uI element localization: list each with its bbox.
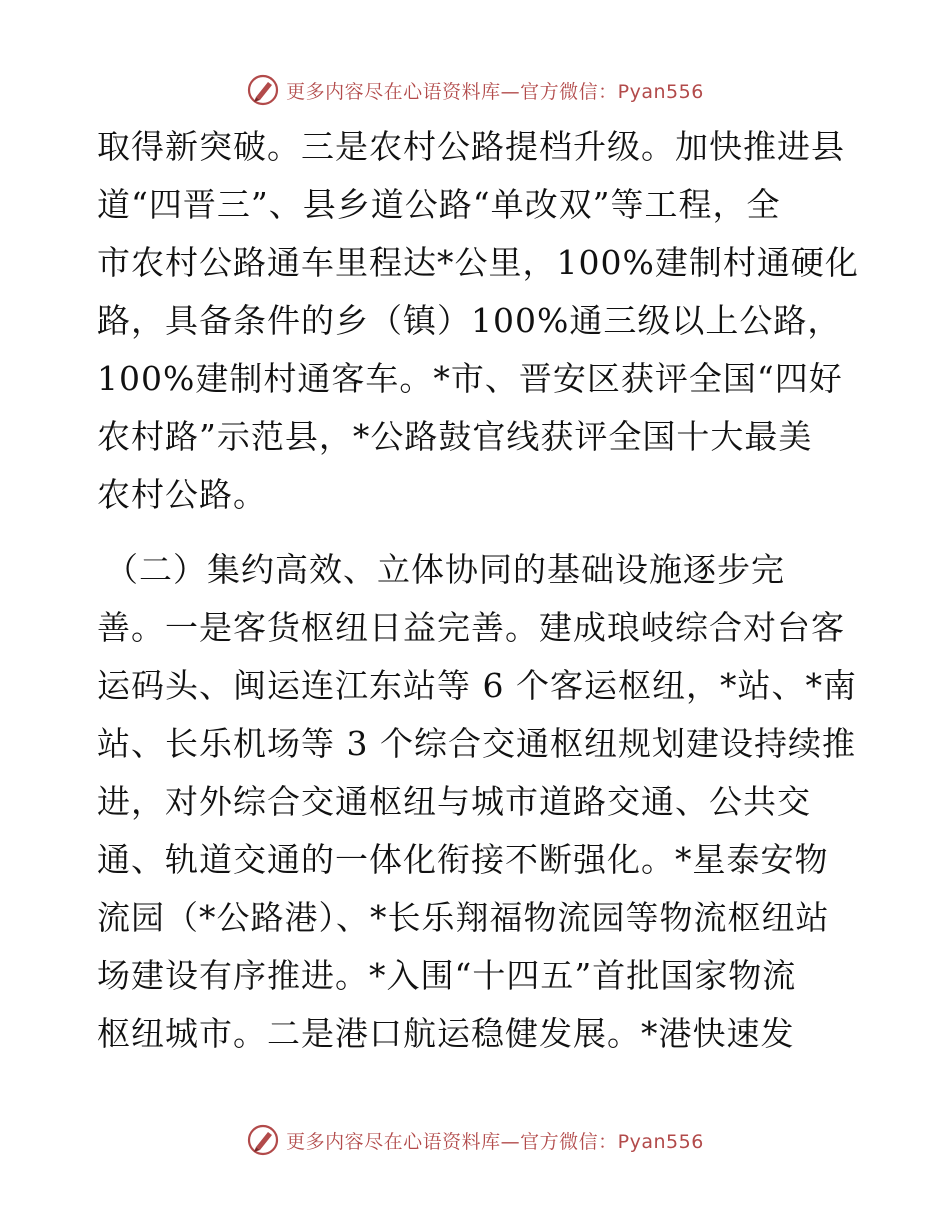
- text-line: 运码头、闽运连江东站等 6 个客运枢纽，*站、*南: [97, 666, 857, 705]
- pen-logo-icon: [246, 1123, 280, 1157]
- text-line: 通、轨道交通的一体化衔接不断强化。*星泰安物: [97, 840, 829, 879]
- section-heading-line: （二）集约高效、立体协同的基础设施逐步完: [105, 550, 785, 589]
- header-watermark: [0, 70, 950, 110]
- footer-watermark: [0, 1120, 950, 1160]
- watermark-text: 更多内容尽在心语资料库—官方微信：Pyan556: [286, 1130, 704, 1153]
- text-line: 流园（*公路港）、*长乐翔福物流园等物流枢纽站: [97, 898, 830, 937]
- text-line: 路，具备条件的乡（镇）100%通三级以上公路，: [97, 301, 842, 340]
- text-line: 进，对外综合交通枢纽与城市道路交通、公共交: [97, 782, 811, 821]
- text-line: 市农村公路通车里程达*公里，100%建制村通硬化: [97, 243, 859, 282]
- text-line: 站、长乐机场等 3 个综合交通枢纽规划建设持续推: [97, 724, 856, 763]
- text-line: 场建设有序推进。*入围“十四五”首批国家物流: [97, 956, 797, 995]
- watermark-text: 更多内容尽在心语资料库—官方微信：Pyan556: [286, 80, 704, 103]
- text-line: 取得新突破。三是农村公路提档升级。加快推进县: [97, 127, 845, 166]
- text-line: 农村路”示范县，*公路鼓官线获评全国十大最美: [97, 417, 813, 456]
- pen-logo-icon: [246, 73, 280, 107]
- text-line: 道“四晋三”、县乡道公路“单改双”等工程，全: [97, 185, 781, 224]
- text-line: 善。一是客货枢纽日益完善。建成琅岐综合对台客: [97, 608, 845, 647]
- text-line: 枢纽城市。二是港口航运稳健发展。*港快速发: [97, 1014, 795, 1053]
- text-line: 100%建制村通客车。*市、晋安区获评全国“四好: [97, 359, 843, 398]
- text-line: 农村公路。: [97, 475, 267, 514]
